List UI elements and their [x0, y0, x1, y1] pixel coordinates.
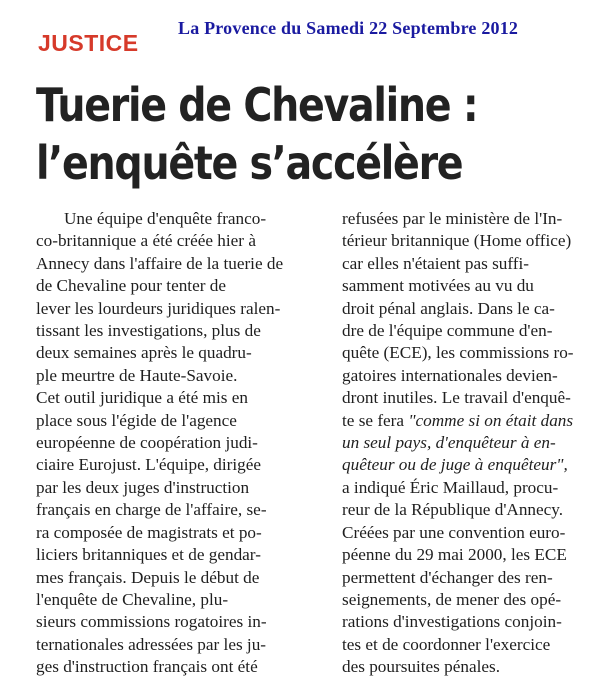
headline-line-2: l’enquête s’accélère [36, 136, 463, 190]
text-line: dre de l'équipe commune d'en- [342, 321, 553, 341]
text-line: Créées par une convention euro- [342, 522, 566, 542]
text-line: rations d'investigations conjoin- [342, 612, 562, 632]
text-line: samment motivées au vu du [342, 276, 534, 296]
text-line-with-quote [342, 410, 600, 432]
quote-line: quêteur ou de juge à enquêteur", [342, 455, 568, 475]
text-line: tissant les investigations, plus de [36, 321, 261, 341]
section-rubric: JUSTICE [38, 30, 139, 56]
text-line: par les deux juges d'instruction [36, 477, 250, 497]
article-column-right [342, 208, 600, 679]
text-line: sieurs commissions rogatoires in- [36, 612, 267, 632]
text-line: Cet outil juridique a été mis en [36, 388, 248, 408]
text-line: des poursuites pénales. [342, 657, 500, 677]
text-line: deux semaines après le quadru- [36, 343, 252, 363]
text-line: mes français. Depuis le début de [36, 567, 260, 587]
text-line: de Chevaline pour tenter de [36, 276, 226, 296]
text-line: a indiqué Éric Maillaud, procu- [342, 477, 559, 497]
text-line: Annecy dans l'affaire de la tuerie de [36, 253, 284, 273]
text-line: gatoires internationales devien- [342, 365, 558, 385]
text-line: français en charge de l'affaire, se- [36, 500, 267, 520]
newspaper-source-header: La Provence du Samedi 22 Septembre 2012 [178, 18, 519, 38]
text-line: quête (ECE), les commissions ro- [342, 343, 574, 363]
article-column-left [36, 208, 326, 679]
text-line: ple meurtre de Haute-Savoie. [36, 365, 238, 385]
text-line: ternationales adressées par les ju- [36, 634, 267, 654]
text-line: Une équipe d'enquête franco- [64, 209, 267, 228]
text-line: péenne du 29 mai 2000, les ECE [342, 545, 567, 565]
text-line: l'enquête de Chevaline, plu- [36, 589, 229, 609]
text-line: lever les lourdeurs juridiques ralen- [36, 298, 281, 318]
text-line: liciers britanniques et de gendar- [36, 545, 261, 565]
text-line: permettent d'échanger des ren- [342, 567, 553, 587]
text-line: ra composée de magistrats et po- [36, 522, 262, 542]
text-line: européenne de coopération judi- [36, 433, 258, 453]
text-line: dront inutiles. Le travail d'enquê- [342, 388, 571, 408]
text-line: tes et de coordonner l'exercice [342, 634, 551, 654]
text-line: place sous l'égide de l'agence [36, 410, 237, 430]
article-headline [36, 76, 518, 192]
headline-line-1: Tuerie de Chevaline : [36, 78, 478, 132]
text-line: co-britannique a été créée hier à [36, 231, 256, 251]
text-fragment: te se fera [342, 410, 405, 430]
text-line: ciaire Eurojust. L'équipe, dirigée [36, 455, 262, 475]
quote-line: un seul pays, d'enquêteur à en- [342, 433, 556, 453]
text-line: térieur britannique (Home office) [342, 231, 572, 251]
text-line: droit pénal anglais. Dans le ca- [342, 298, 555, 318]
text-line: car elles n'étaient pas suffi- [342, 253, 529, 273]
text-line: reur de la République d'Annecy. [342, 500, 564, 520]
text-line: ges d'instruction français ont été [36, 657, 258, 677]
quote-fragment: "comme si on était dans [408, 410, 574, 430]
text-line: seignements, de mener des opé- [342, 589, 562, 609]
text-line: refusées par le ministère de l'In- [342, 209, 563, 228]
